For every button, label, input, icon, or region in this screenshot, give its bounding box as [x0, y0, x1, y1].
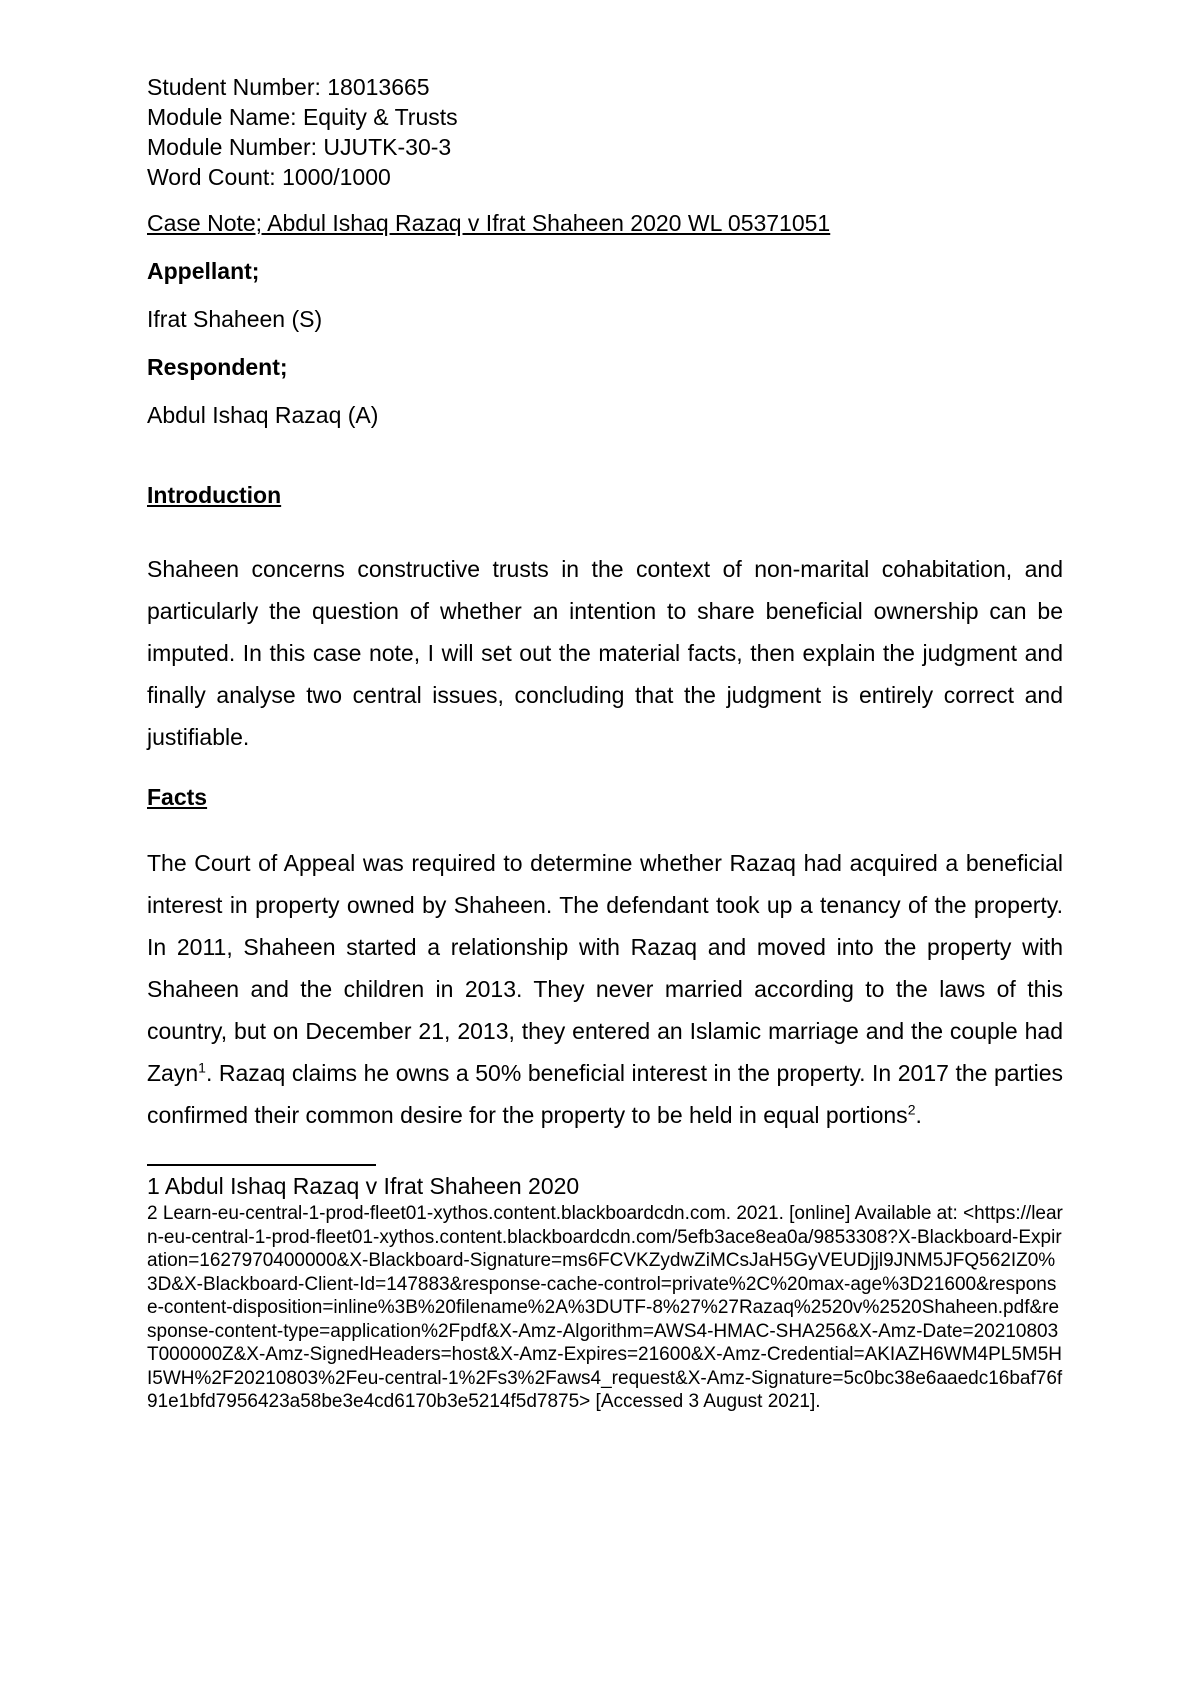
footnote-reference-1: 1: [198, 1059, 206, 1076]
facts-text-part-1: The Court of Appeal was required to determine whether Razaq had acquired a beneficial interest in property owned by Shaheen. The defendant took up a tenancy of the property. In 2011, Shaheen started a relationship with Razaq and moved into the property with Shaheen and the children in 2013. They never married according to the laws of this country, but on December 21, 2013, they entered an Islamic marriage and the couple had Zayn: [147, 850, 1063, 1086]
footnote-1: 1 Abdul Ishaq Razaq v Ifrat Shaheen 2020: [147, 1173, 580, 1199]
respondent-heading: Respondent;: [147, 354, 288, 380]
facts-paragraph: [147, 842, 1063, 1136]
word-count: Word Count: 1000/1000: [147, 164, 391, 190]
footnote-2: 2 Learn-eu-central-1-prod-fleet01-xythos.content.blackboardcdn.com. 2021. [online] Available at: <https://learn-eu-central-1-prod-fleet01-xythos.content.blackboardcdn.com/5efb3ace8ea0a/9853308?X-Blackboard-Expiration=1627970400000&X-Blackboard-Signature=ms6FCVKZydwZiMCsJaH5GyVEUDjjl9JNM5JFQ562IZ0%3D&X-Blackboard-Client-Id=147883&response-cache-control=private%2C%20max-age%3D21600&response-content-disposition=inline%3B%20filename%2A%3DUTF-8%27%27Razaq%2520v%2520Shaheen.pdf&response-content-type=application%2Fpdf&X-Amz-Algorithm=AWS4-HMAC-SHA256&X-Amz-Date=20210803T000000Z&X-Amz-SignedHeaders=host&X-Amz-Expires=21600&X-Amz-Credential=AKIAZH6WM4PL5M5HI5WH%2F20210803%2Feu-central-1%2Fs3%2Faws4_request&X-Amz-Signature=5c0bc38e6aaedc16baf76f91e1bfd7956423a58be3e4cd6170b3e5214f5d7875> [Accessed 3 August 2021].: [147, 1203, 1063, 1412]
facts-text-part-2: . Razaq claims he owns a 50% beneficial interest in the property. In 2017 the parties confirmed their common desire for the property to be held in equal portions: [147, 1060, 1063, 1128]
case-title: Case Note; Abdul Ishaq Razaq v Ifrat Shaheen 2020 WL 05371051: [147, 210, 831, 236]
facts-text-part-3: .: [915, 1102, 922, 1128]
appellant-name: Ifrat Shaheen (S): [147, 306, 323, 332]
footnote-reference-2: 2: [907, 1101, 916, 1118]
appellant-heading: Appellant;: [147, 258, 260, 284]
footnote-separator: [147, 1164, 376, 1166]
module-name: Module Name: Equity & Trusts: [147, 104, 458, 130]
student-number: Student Number: 18013665: [147, 74, 430, 100]
introduction-paragraph: Shaheen concerns constructive trusts in the context of non-marital cohabitation, and particularly the question of whether an intention to share beneficial ownership can be imputed. In this case note, I will set out the material facts, then explain the judgment and finally analyse two central issues, concluding that the judgment is entirely correct and justifiable.: [147, 556, 1063, 750]
introduction-heading: Introduction: [147, 482, 282, 508]
module-number: Module Number: UJUTK-30-3: [147, 134, 452, 160]
document-content: [147, 72, 1063, 1414]
facts-heading: Facts: [147, 784, 208, 810]
respondent-name: Abdul Ishaq Razaq (A): [147, 402, 379, 428]
